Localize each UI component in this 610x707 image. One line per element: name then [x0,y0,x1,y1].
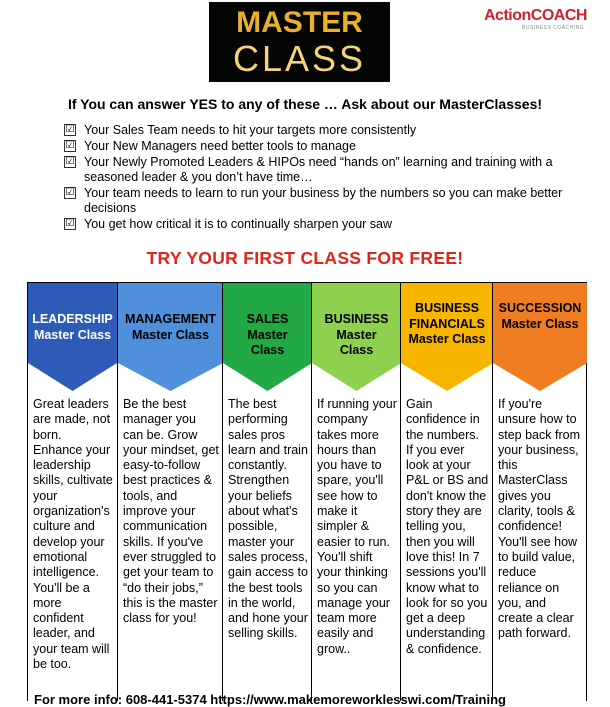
checklist-item: ☑ Your Sales Team needs to hit your targets more consistently [65,123,417,137]
logo-line-2: CLASS [232,38,367,79]
checklist-item: ☑ Your Newly Promoted Leaders & HIPOs need “hands on” learning and training with a seasoned leader & you don’t have time… [65,155,553,184]
class-description: Great leaders are made, not born. Enhance your leadership skills, cultivate your organization's culture and develop your emotional intelligence. You'll be a more confident leader, and your team will be too. [33,397,113,672]
checkbox-icon: ☑ [65,218,75,229]
class-title: SUCCESSION Master Class [498,301,582,331]
class-column-sales [222,283,312,701]
logo-line-1: MASTER [236,6,363,39]
class-column-business [311,283,401,701]
class-column-management [117,283,223,701]
class-column-succession [492,283,587,701]
class-column-leadership [28,283,117,701]
class-description: The best performing sales pros learn and train constantly. Strengthen your beliefs about what's possible, master your sales process, gain access to the best tools in the world, and hone your selling skills. [228,397,308,641]
footer-contact: For more info: 608-441-5374 https://www.makemoreworklesswi.com/Training [34,692,506,707]
checkbox-icon: ☑ [65,187,75,198]
class-title: BUSINESS Master Class [324,312,389,357]
class-title: LEADERSHIP Master Class [32,312,113,342]
checklist [64,123,584,233]
actioncoach-logo [484,8,604,34]
masterclass-grid [27,282,587,701]
class-description: Be the best manager you can be. Grow your mindset, get easy-to-follow best practices & tools, and improve your communication skills. If you've ever struggled to get your team to “do their jobs,” this is the master class for you! [123,397,219,626]
checklist-item: ☑ Your New Managers need better tools to manage [65,139,356,153]
class-title: MANAGEMENT Master Class [125,312,216,342]
masterclass-logo [209,2,390,82]
class-description: Gain confidence in the numbers. If you ever look at your P&L or BS and don't know the story they are telling you, then you will love this! In 7 sessions you'll know what to look for so you get a deep understanding & confidence. [406,397,489,656]
class-column-financials [400,283,493,701]
headline: If You can answer YES to any of these … Ask about our MasterClasses! [67,96,543,112]
checklist-item: ☑ Your team needs to learn to run your business by the numbers so you can make better decisions [65,186,563,215]
class-title: BUSINESS FINANCIALS Master Class [408,301,486,346]
class-title: SALES Master Class [246,312,289,357]
checkbox-icon: ☑ [65,156,75,167]
brand-name: ActionCOACH [484,7,587,24]
class-description: If you're unsure how to step back from your business, this MasterClass gives you clarity, tools & confidence! You'll see how to build value, reduce reliance on you, and create a clear path forward. [498,397,580,641]
chevron-banner [493,283,587,393]
class-description: If running your company takes more hours than you have to spare, you'll see how to make it simpler & easier to run. You'll shift your thinking so you can manage your team more easily and grow.. [317,397,397,656]
checkbox-icon: ☑ [65,124,75,135]
checkbox-icon: ☑ [65,140,75,151]
checklist-item: ☑ You get how critical it is to continually sharpen your saw [65,217,393,231]
cta-headline: TRY YOUR FIRST CLASS FOR FREE! [146,248,464,268]
brand-tagline: BUSINESS COACHING [522,25,585,31]
